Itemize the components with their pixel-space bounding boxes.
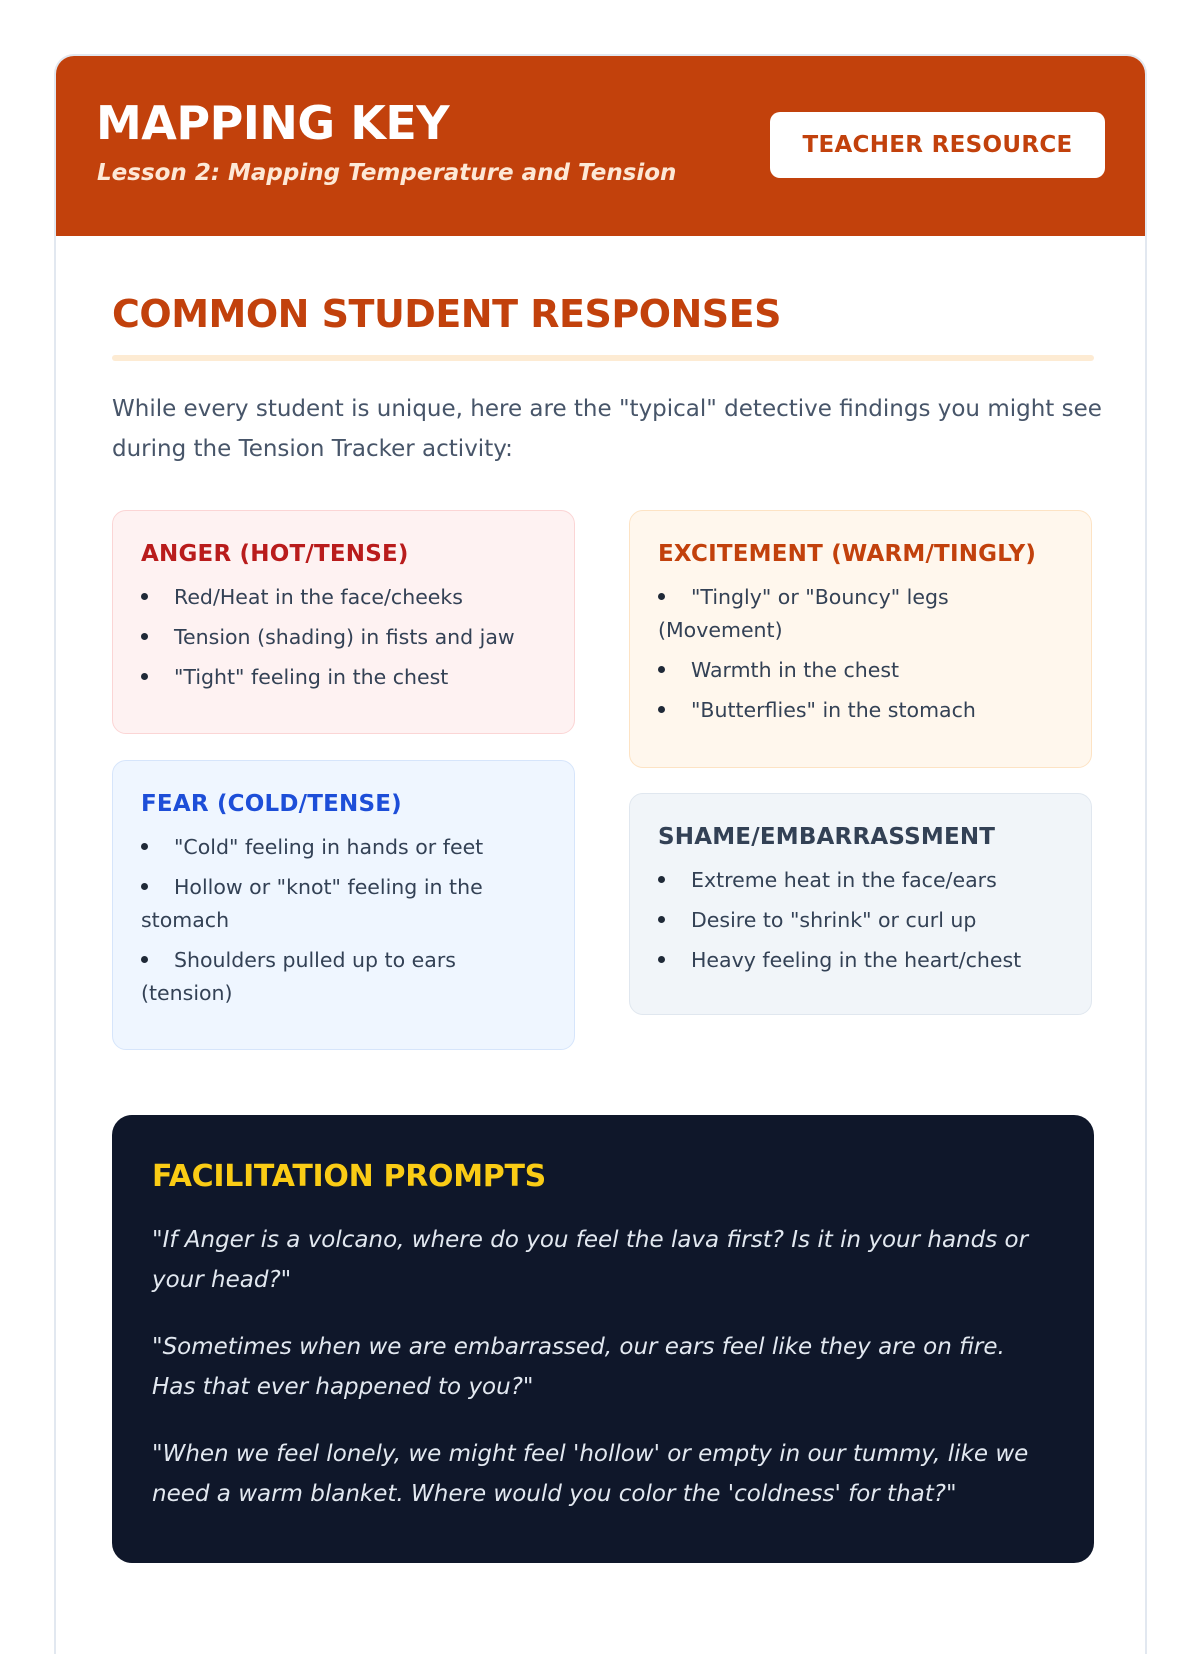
list-item bbox=[141, 621, 546, 654]
list-item-text: Heavy feeling in the heart/chest bbox=[691, 948, 1022, 972]
fear-box bbox=[112, 760, 575, 1050]
bullet-icon bbox=[141, 883, 148, 890]
prompt-text: "Sometimes when we are embarrassed, our ears feel like they are on fire. Has that ever happened to you?" bbox=[152, 1334, 1005, 1400]
list-item-text: "Butterflies" in the stomach bbox=[691, 698, 976, 722]
bullet-icon bbox=[658, 956, 665, 963]
list-item bbox=[141, 581, 546, 614]
intro-text: While every student is unique, here are the "typical" detective findings you might see during the Tension Tracker activity: bbox=[112, 396, 1102, 462]
list-item-text: "Tight" feeling in the chest bbox=[174, 665, 449, 689]
list-item-text: Hollow or "knot" feeling in the stomach bbox=[141, 875, 483, 932]
bullet-icon bbox=[141, 843, 148, 850]
anger-list bbox=[141, 581, 546, 694]
shame-list bbox=[658, 864, 1063, 977]
list-item bbox=[141, 661, 546, 694]
resource-card bbox=[54, 54, 1147, 1654]
bullet-icon bbox=[141, 593, 148, 600]
section-title: COMMON STUDENT RESPONSES bbox=[112, 292, 781, 336]
teacher-resource-badge: TEACHER RESOURCE bbox=[770, 112, 1105, 178]
list-item-text: Warmth in the chest bbox=[691, 658, 900, 682]
bullet-icon bbox=[658, 706, 665, 713]
prompt-text: "If Anger is a volcano, where do you feel the lava first? Is it in your hands or your head?" bbox=[152, 1227, 1029, 1293]
list-item bbox=[141, 944, 546, 1010]
section-divider bbox=[112, 355, 1094, 361]
list-item-text: Desire to "shrink" or curl up bbox=[691, 908, 977, 932]
bullet-icon bbox=[141, 956, 148, 963]
list-item-text: Red/Heat in the face/cheeks bbox=[174, 585, 463, 609]
anger-box bbox=[112, 510, 575, 734]
fear-title: FEAR (COLD/TENSE) bbox=[141, 791, 402, 817]
anger-title: ANGER (HOT/TENSE) bbox=[141, 541, 409, 567]
bullet-icon bbox=[141, 673, 148, 680]
bullet-icon bbox=[658, 876, 665, 883]
bullet-icon bbox=[658, 666, 665, 673]
list-item bbox=[141, 871, 546, 937]
excitement-box bbox=[629, 510, 1092, 768]
bullet-icon bbox=[658, 593, 665, 600]
list-item-text: Shoulders pulled up to ears (tension) bbox=[141, 948, 456, 1005]
page-title: MAPPING KEY bbox=[96, 96, 450, 150]
list-item-text: Extreme heat in the face/ears bbox=[691, 868, 997, 892]
bullet-icon bbox=[141, 633, 148, 640]
list-item bbox=[658, 654, 1063, 687]
list-item-text: Tension (shading) in fists and jaw bbox=[174, 625, 515, 649]
shame-title: SHAME/EMBARRASSMENT bbox=[658, 824, 996, 850]
lesson-subtitle: Lesson 2: Mapping Temperature and Tension bbox=[97, 160, 677, 186]
prompt-text: "When we feel lonely, we might feel 'hollow' or empty in our tummy, like we need a warm blanket. Where would you color the 'coldness' for that?" bbox=[152, 1441, 1029, 1507]
list-item bbox=[658, 944, 1063, 977]
list-item bbox=[658, 581, 1063, 647]
excitement-title: EXCITEMENT (WARM/TINGLY) bbox=[658, 541, 1037, 567]
shame-box bbox=[629, 793, 1092, 1015]
list-item bbox=[658, 904, 1063, 937]
list-item bbox=[141, 831, 546, 864]
facilitation-prompts-panel bbox=[112, 1115, 1094, 1563]
prompts-title: FACILITATION PROMPTS bbox=[152, 1159, 546, 1194]
fear-list bbox=[141, 831, 546, 1010]
bullet-icon bbox=[658, 916, 665, 923]
list-item-text: "Tingly" or "Bouncy" legs (Movement) bbox=[658, 585, 949, 642]
header-banner bbox=[56, 56, 1145, 236]
list-item bbox=[658, 864, 1063, 897]
list-item-text: "Cold" feeling in hands or feet bbox=[174, 835, 484, 859]
list-item bbox=[658, 694, 1063, 727]
excitement-list bbox=[658, 581, 1063, 727]
